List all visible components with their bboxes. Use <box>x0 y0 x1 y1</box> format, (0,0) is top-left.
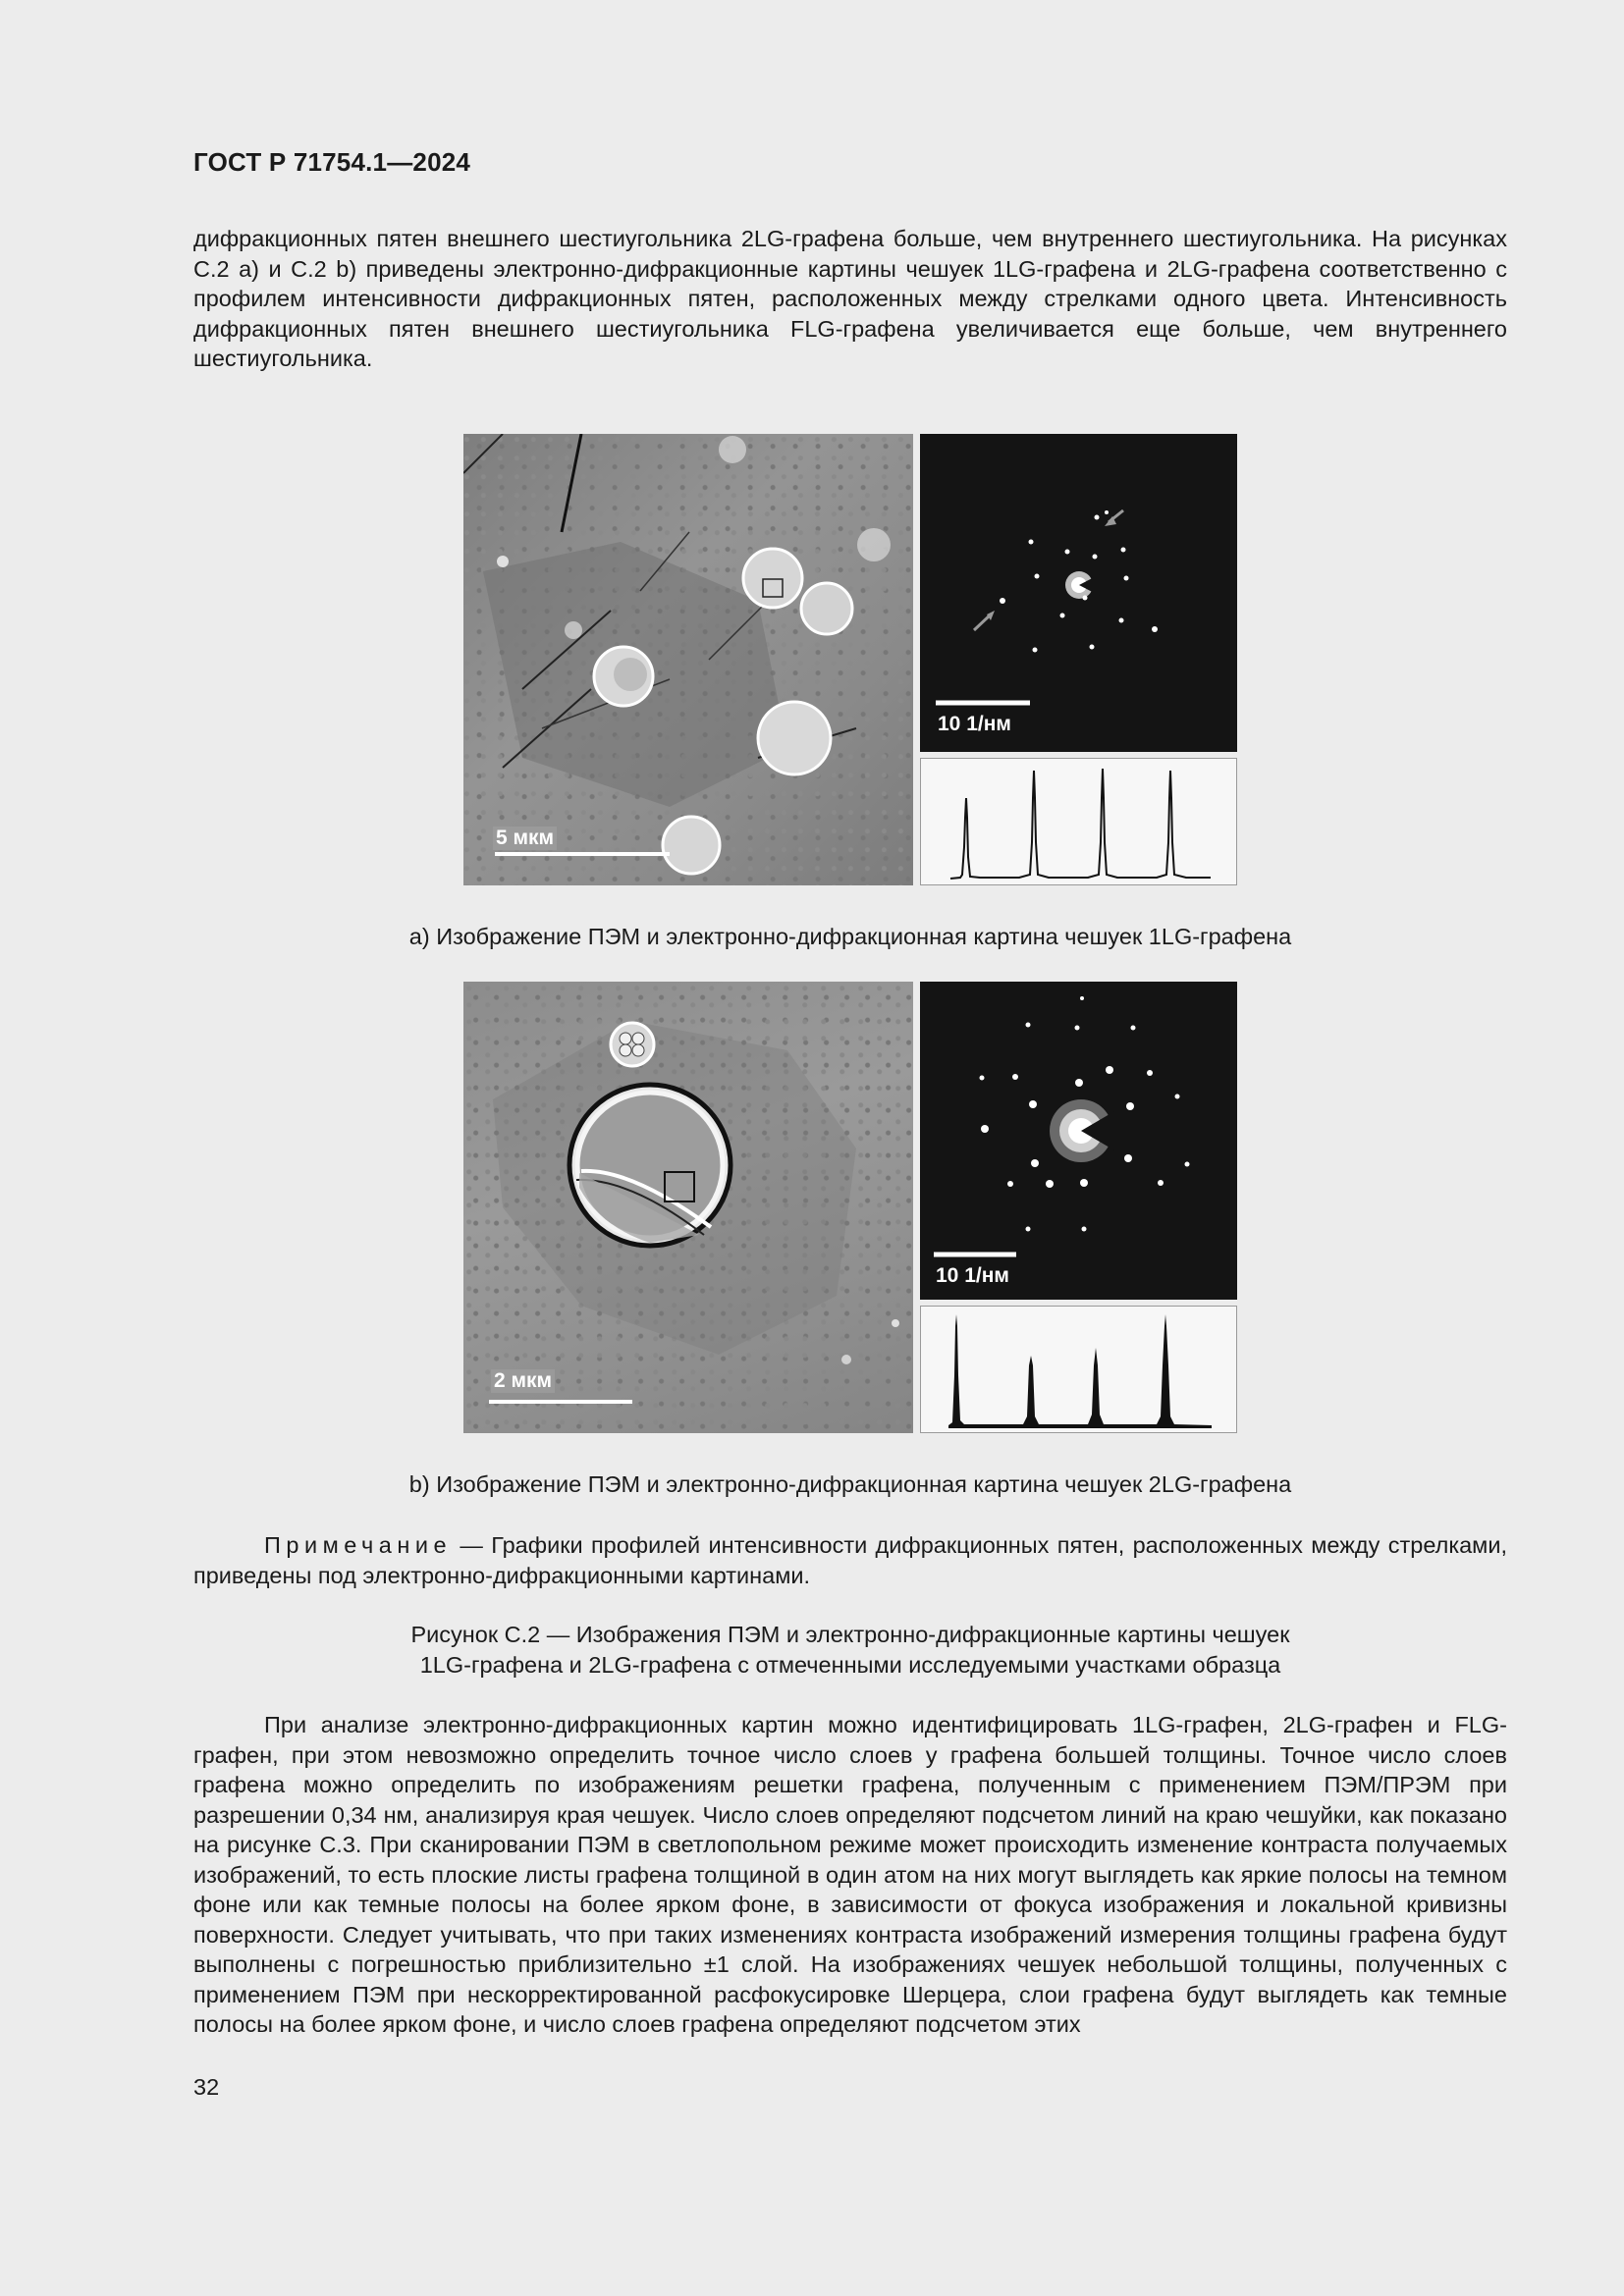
body-paragraph: При анализе электронно-дифракционных картин можно идентифицировать 1LG-графен, 2LG-графен и FLG-графен, при этом невозможно определить точное число слоев у графена большей толщины. Точное число слоев графена можно определить по изображениям решетки графена, полученным с применением ПЭМ/ПРЭМ при разрешении 0,34 нм, анализируя края чешуек. Число слоев определяют подсчетом линий на краю чешуйки, как показано на рисунке С.3. При сканировании ПЭМ в светлопольном режиме может происходить изменение контраста получаемых изображений, то есть плоские листы графена толщиной в один атом на них могут выглядеть как яркие полосы на темном фоне или как темные полосы на более ярком фоне, в зависимости от фокуса изображения и локальной кривизны поверхности. Следует учитывать, что при таких изменениях контраста изображений измерения толщины графена будут выполнены с погрешностью приблизительно ±1 слой. На изображениях чешуек небольшой толщины, полученных с применением ПЭМ при нескорректированной расфокусировке Шерцера, слои графена будут выглядеть как темные полосы на более ярком фоне, и число слоев графена определяют подсчетом этих <box>193 1712 1507 2037</box>
figure-note <box>193 1530 1507 1590</box>
tem-a-scale-label: 5 мкм <box>493 827 557 850</box>
figure-b-caption: b) Изображение ПЭМ и электронно-дифракционная картина чешуек 2LG-графена <box>408 1471 1292 1497</box>
figure-title-line-1: Рисунок С.2 — Изображения ПЭМ и электронно-дифракционные картины чешуек <box>410 1622 1290 1647</box>
intensity-profile-b-drawing <box>921 1307 1237 1433</box>
diffraction-b-drawing <box>920 982 1237 1300</box>
figure-a-caption: a) Изображение ПЭМ и электронно-дифракционная картина чешуек 1LG-графена <box>408 924 1292 949</box>
page-number: 32 <box>193 2074 220 2100</box>
tem-image-a-drawing <box>463 434 913 885</box>
diffraction-b-scale-label: 10 1/нм <box>936 1264 1009 1287</box>
note-text: — Графики профилей интенсивности дифракционных пятен, расположенных между стрелками, приведены под электронно-дифракционными картинами. <box>193 1532 1507 1588</box>
tem-image-b <box>463 982 913 1433</box>
diffraction-a-drawing <box>920 434 1237 752</box>
tem-b-scale-label: 2 мкм <box>491 1369 555 1393</box>
diffraction-a-scale-label: 10 1/нм <box>938 713 1011 735</box>
intensity-profile-a-drawing <box>921 759 1237 885</box>
tem-image-a <box>463 434 913 885</box>
intensity-profile-a <box>920 758 1237 885</box>
intensity-profile-b <box>920 1306 1237 1433</box>
diffraction-pattern-b <box>920 982 1237 1300</box>
intro-paragraph: дифракционных пятен внешнего шестиугольника 2LG-графена больше, чем внутреннего шестиугольника. На рисунках С.2 a) и С.2 b) приведены электронно-дифракционные картины чешуек 1LG-графена и 2LG-графена соответственно с профилем интенсивности дифракционных пятен, расположенных между стрелками одного цвета. Интенсивность дифракционных пятен внешнего шестиугольника FLG-графена увеличивается еще больше, чем внутреннего шестиугольника. <box>193 226 1507 371</box>
diffraction-pattern-a <box>920 434 1237 752</box>
document-header: ГОСТ Р 71754.1—2024 <box>193 147 471 177</box>
tem-image-b-drawing <box>463 982 913 1433</box>
figure-title-line-2: 1LG-графена и 2LG-графена с отмеченными исследуемыми участками образца <box>419 1652 1281 1678</box>
note-label: Примечание <box>264 1532 453 1558</box>
